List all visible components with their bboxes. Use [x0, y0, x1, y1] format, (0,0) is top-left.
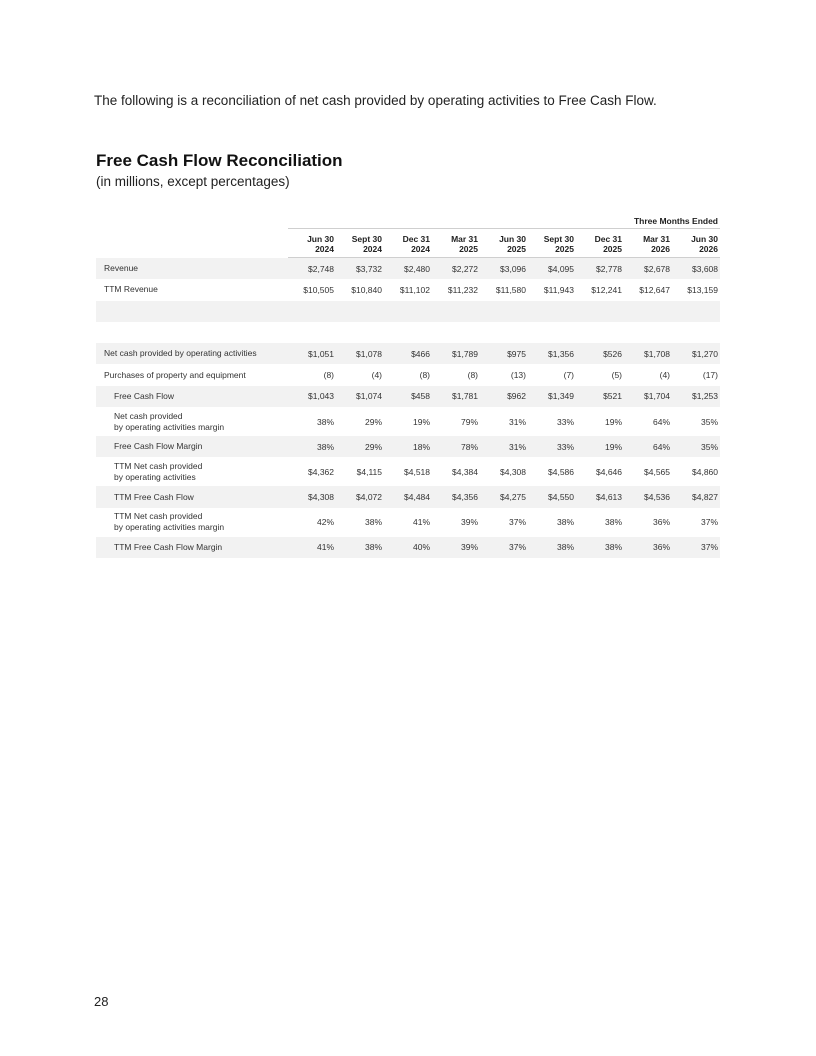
- cell-value: $4,384: [452, 466, 478, 477]
- cell-value: $4,586: [548, 466, 574, 477]
- cell-value: $526: [576, 343, 624, 364]
- cell-value: $12,647: [639, 284, 670, 295]
- cell-value: $4,115: [356, 466, 382, 477]
- cell-value: 18%: [384, 436, 432, 457]
- cell-value: 31%: [480, 436, 528, 457]
- table-row-ttm-fcf: [96, 486, 720, 507]
- column-header-blank: [96, 229, 288, 258]
- cell-value: 39%: [432, 537, 480, 558]
- cell-value: $1,078: [336, 343, 384, 364]
- cell-value: $2,678: [624, 258, 672, 280]
- cell-value: $1,051: [288, 343, 336, 364]
- cell-value: $4,518: [404, 466, 430, 477]
- cell-value: $4,550: [528, 486, 576, 507]
- cell-value: $4,536: [624, 486, 672, 507]
- cell-value: $1,074: [336, 386, 384, 407]
- spacer-cell: [96, 322, 720, 343]
- intro-paragraph: The following is a reconciliation of net cash provided by operating activities to Free Cash Flow.: [94, 93, 657, 108]
- row-label: Net cash provided by operating activities: [96, 343, 288, 364]
- cell-value: $1,270: [672, 343, 720, 364]
- cell-value: $4,356: [432, 486, 480, 507]
- cell-value: $466: [384, 343, 432, 364]
- cell-value: (8): [419, 370, 430, 381]
- column-header: Sept 30 2025: [528, 229, 576, 258]
- cell-value: 29%: [336, 436, 384, 457]
- cell-value: (8): [467, 370, 478, 381]
- cell-value: $2,778: [576, 258, 624, 280]
- cell-value: $1,781: [432, 386, 480, 407]
- row-label: Purchases of property and equipment: [104, 369, 246, 380]
- cell-value: $4,827: [672, 486, 720, 507]
- table-row-ttm-fcf-margin: [96, 537, 720, 558]
- cell-value: 38%: [556, 517, 574, 528]
- cell-value: $962: [480, 386, 528, 407]
- row-label: TTM Free Cash Flow: [96, 486, 288, 507]
- column-header: Jun 30 2026: [672, 229, 720, 258]
- cell-value: $1,253: [672, 386, 720, 407]
- table-row-fcf-margin: [96, 436, 720, 457]
- row-label: [96, 508, 288, 537]
- cell-value: 79%: [460, 416, 478, 427]
- cell-value: $4,275: [480, 486, 528, 507]
- cell-value: 35%: [672, 436, 720, 457]
- cell-value: 39%: [460, 517, 478, 528]
- cell-value: $12,241: [591, 284, 622, 295]
- column-header: Mar 31 2026: [624, 229, 672, 258]
- table-row-ttm-revenue: [96, 279, 720, 300]
- cell-value: $4,362: [308, 466, 334, 477]
- cell-value: 36%: [624, 537, 672, 558]
- cell-value: 37%: [480, 537, 528, 558]
- row-label-line: by operating activities margin: [114, 421, 225, 432]
- table-row-free-cash-flow: [96, 386, 720, 407]
- row-label: TTM Revenue: [104, 284, 158, 295]
- cell-value: 38%: [528, 537, 576, 558]
- cell-value: $4,308: [500, 466, 526, 477]
- cell-value: $1,789: [432, 343, 480, 364]
- cell-value: 38%: [316, 416, 334, 427]
- cell-value: (4): [659, 370, 670, 381]
- cell-value: 41%: [288, 537, 336, 558]
- cell-value: $11,943: [543, 284, 574, 295]
- cell-value: 38%: [336, 537, 384, 558]
- row-label: Revenue: [96, 258, 288, 280]
- cell-value: 19%: [576, 436, 624, 457]
- column-header: Dec 31 2024: [384, 229, 432, 258]
- cell-value: 38%: [604, 517, 622, 528]
- cell-value: $2,748: [288, 258, 336, 280]
- cell-value: $4,095: [528, 258, 576, 280]
- cell-value: $13,159: [687, 284, 718, 295]
- row-label-line: Net cash provided: [114, 410, 183, 421]
- cell-value: $3,608: [672, 258, 720, 280]
- table-row-ttm-net-cash: [96, 457, 720, 486]
- row-label: [96, 457, 288, 486]
- cell-value: 19%: [412, 416, 430, 427]
- cell-value: (8): [323, 370, 334, 381]
- row-label-line: by operating activities: [114, 471, 196, 482]
- cell-value: $1,704: [624, 386, 672, 407]
- row-label-line: by operating activities margin: [114, 522, 225, 533]
- spacer-cell: [96, 301, 720, 322]
- fcf-reconciliation-table-wrapper: [96, 214, 720, 558]
- table-row-ttm-net-cash-margin: [96, 508, 720, 537]
- cell-value: 42%: [316, 517, 334, 528]
- column-header: Mar 31 2025: [432, 229, 480, 258]
- cell-value: $4,565: [644, 466, 670, 477]
- cell-value: $521: [576, 386, 624, 407]
- cell-value: 38%: [576, 537, 624, 558]
- cell-value: 38%: [364, 517, 382, 528]
- cell-value: (7): [563, 370, 574, 381]
- cell-value: $2,272: [432, 258, 480, 280]
- table-row-purchases-ppe: [96, 364, 720, 385]
- cell-value: $1,349: [528, 386, 576, 407]
- cell-value: 37%: [700, 517, 718, 528]
- cell-value: 33%: [528, 436, 576, 457]
- cell-value: $458: [384, 386, 432, 407]
- row-label: Free Cash Flow Margin: [96, 436, 288, 457]
- cell-value: $3,732: [336, 258, 384, 280]
- cell-value: 35%: [700, 416, 718, 427]
- row-label: Free Cash Flow: [96, 386, 288, 407]
- cell-value: $4,613: [576, 486, 624, 507]
- cell-value: $975: [480, 343, 528, 364]
- table-row-revenue: [96, 258, 720, 280]
- column-header: Jun 30 2025: [480, 229, 528, 258]
- cell-value: $11,580: [495, 284, 526, 295]
- cell-value: 33%: [556, 416, 574, 427]
- cell-value: $10,505: [303, 284, 334, 295]
- cell-value: (4): [371, 370, 382, 381]
- cell-value: 37%: [672, 537, 720, 558]
- table-spacer-row: [96, 322, 720, 343]
- cell-value: $3,096: [480, 258, 528, 280]
- table-subtitle: (in millions, except percentages): [96, 174, 290, 189]
- cell-value: $10,840: [351, 284, 382, 295]
- cell-value: 29%: [364, 416, 382, 427]
- row-label-line: TTM Net cash provided: [114, 460, 203, 471]
- row-label: [96, 407, 288, 436]
- cell-value: 36%: [652, 517, 670, 528]
- cell-value: $1,043: [288, 386, 336, 407]
- cell-value: (17): [702, 370, 718, 381]
- cell-value: (5): [611, 370, 622, 381]
- page-number: 28: [94, 994, 109, 1009]
- table-title: Free Cash Flow Reconciliation: [96, 151, 343, 170]
- cell-value: 19%: [604, 416, 622, 427]
- cell-value: $1,356: [528, 343, 576, 364]
- period-header: Three Months Ended: [288, 214, 720, 229]
- cell-value: $4,646: [596, 466, 622, 477]
- cell-value: 78%: [432, 436, 480, 457]
- cell-value: 64%: [652, 416, 670, 427]
- cell-value: 64%: [624, 436, 672, 457]
- column-header: Dec 31 2025: [576, 229, 624, 258]
- cell-value: $11,232: [447, 284, 478, 295]
- row-label: TTM Free Cash Flow Margin: [96, 537, 288, 558]
- row-label-line: TTM Net cash provided: [114, 511, 203, 522]
- cell-value: 38%: [288, 436, 336, 457]
- cell-value: $4,860: [692, 466, 718, 477]
- cell-value: 31%: [508, 416, 526, 427]
- fcf-reconciliation-table: [96, 229, 720, 558]
- cell-value: $4,484: [384, 486, 432, 507]
- cell-value: (13): [510, 370, 526, 381]
- cell-value: $4,308: [288, 486, 336, 507]
- cell-value: 40%: [384, 537, 432, 558]
- cell-value: $2,480: [384, 258, 432, 280]
- table-spacer-row: [96, 301, 720, 322]
- cell-value: $11,102: [399, 284, 430, 295]
- column-header: Jun 30 2024: [288, 229, 336, 258]
- table-row-net-cash-margin: [96, 407, 720, 436]
- cell-value: 37%: [508, 517, 526, 528]
- table-row-net-cash-operating: [96, 343, 720, 364]
- column-header: Sept 30 2024: [336, 229, 384, 258]
- cell-value: $4,072: [336, 486, 384, 507]
- cell-value: 41%: [412, 517, 430, 528]
- cell-value: $1,708: [624, 343, 672, 364]
- column-header-row: [96, 229, 720, 258]
